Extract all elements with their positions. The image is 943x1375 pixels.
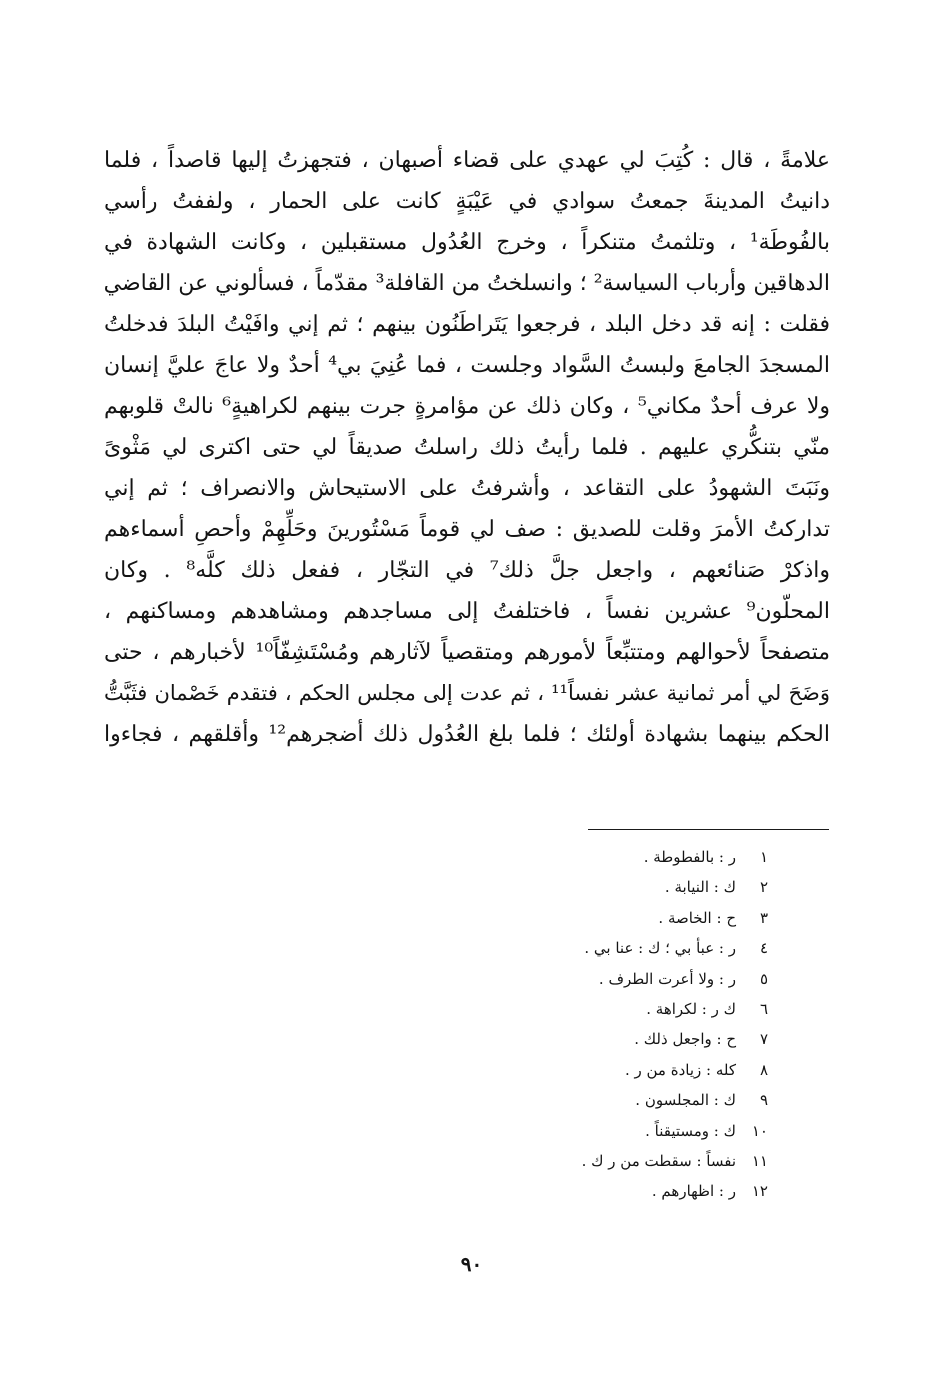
footnote xyxy=(348,1116,768,1146)
footnote xyxy=(348,903,768,933)
footnote-text: ك : النيابة . xyxy=(664,878,736,897)
footnote xyxy=(348,1176,768,1206)
main-text xyxy=(104,140,830,755)
footnote-text: ر : عبأ بي ؛ ك : عنا بي . xyxy=(584,939,736,958)
footnote-number: ١٢ xyxy=(751,1182,768,1201)
footnote xyxy=(348,933,768,963)
footnote-number: ٩ xyxy=(759,1091,768,1110)
text-line: منّي بتنكُّري عليهم . فلما رأيتُ ذلك راسلتُ صديقاً لي حتى اكترى لي مَثْوىً xyxy=(104,435,830,460)
text-line: المسجدَ الجامعَ ولبستُ السَّواد وجلست ، فما عُنِيَ بي⁴ أحدٌ ولا عاجَ عليَّ إنسان xyxy=(104,353,830,378)
text-line: تداركتُ الأمرَ وقلت للصديق : صف لي قوماً مَسْتُورينَ وحَلِّهِمْ وأحصِ أسماءهم xyxy=(104,517,830,542)
text-line: واذكرْ صَنائعهم ، واجعل جلَّ ذلك⁷ في التجّار ، ففعل ذلك كلَّه⁸ . وكان xyxy=(104,558,830,583)
footnote-number: ٣ xyxy=(759,908,768,927)
footnote xyxy=(348,842,768,872)
text-line: وَضَحَ لي أمر ثمانية عشر نفساً¹¹ ، ثم عدت إلى مجلس الحكم ، فتقدم خَصْمان فثَبَّتُّ xyxy=(104,681,830,705)
text-line: ولا عرف أحدٌ مكاني⁵ ، وكان ذلك عن مؤامرةٍ جرت بينهم لكراهيةٍ⁶ نالتْ قلوبهم xyxy=(104,394,830,419)
footnote-separator xyxy=(588,829,829,830)
text-line: الحكم بينهما بشهادة أولئك ؛ فلما بلغ العُدُول ذلك أضجرهم¹² وأقلقهم ، فجاءوا xyxy=(104,722,830,747)
footnote-text: ح : واجعل ذلك . xyxy=(634,1030,736,1049)
footnote xyxy=(348,994,768,1024)
footnote-text: ر : اظهارهم . xyxy=(651,1182,736,1201)
footnote-text: ك : المجلسون . xyxy=(635,1091,736,1110)
footnote xyxy=(348,1055,768,1085)
footnote xyxy=(348,964,768,994)
footnote xyxy=(348,1146,768,1176)
footnote-text: نفساً : سقطت من ر ك . xyxy=(581,1151,736,1170)
footnote-number: ١ xyxy=(759,848,768,866)
footnote-text: كله : زيادة من ر . xyxy=(624,1060,736,1079)
text-line: متصفحاً لأحوالهم ومتتبِّعاً لأمورهم ومتقصياً لآثارهم ومُسْتَشِفّاً¹⁰ لأخبارهم ، حتى xyxy=(104,640,831,665)
text-line: فقلت : إنه قد دخل البلد ، فرجعوا يَتَراطَنُون بينهم ؛ ثم إني وافَيْتُ البلدَ فدخلتُ xyxy=(104,312,830,337)
footnote-text: ك ر : لكراهة . xyxy=(646,999,736,1018)
footnote-number: ٤ xyxy=(759,939,768,958)
footnote-number: ٥ xyxy=(759,969,768,988)
footnote xyxy=(348,872,768,902)
text-line: بالفُوطَة¹ ، وتلثمتُ متنكراً ، وخرج العُدُول مستقبلين ، وكانت الشهادة في xyxy=(104,230,830,255)
footnote-number: ٨ xyxy=(759,1060,768,1079)
footnote-number: ٧ xyxy=(759,1030,768,1049)
text-line: دانيتُ المدينةَ جمعتُ سوادي في عَيْبَةٍ كانت على الحمار ، ولففتُ رأسي xyxy=(104,189,830,214)
footnote-text: ر : بالفطوطة . xyxy=(643,848,736,866)
footnote-number: ٦ xyxy=(759,999,768,1018)
text-line: ونَبَتَ الشهودُ على التقاعد ، وأشرفتُ على الاستيحاش والانصراف ؛ ثم إني xyxy=(104,476,830,501)
footnotes xyxy=(348,842,768,1207)
footnote-text: ر : ولا أعرت الطرف . xyxy=(598,969,736,988)
footnote xyxy=(348,1085,768,1115)
footnote xyxy=(348,1024,768,1054)
footnote-number: ١٠ xyxy=(751,1121,768,1140)
footnote-text: ح : الخاصة . xyxy=(658,908,736,927)
footnote-text: ك : ومستيقناً . xyxy=(645,1121,736,1140)
text-line: علامةً ، قال : كُتِبَ لي عهدي على قضاء أصبهان ، فتجهزتُ إليها قاصداً ، فلما xyxy=(104,148,830,173)
footnote-number: ١١ xyxy=(751,1151,768,1170)
text-line: الدهاقين وأرباب السياسة² ؛ وانسلختُ من القافلة³ مقدّماً ، فسألوني عن القاضي xyxy=(103,271,830,296)
text-line: المحلّون⁹ عشرين نفساً ، فاختلفتُ إلى مساجدهم ومشاهدهم ومساكنهم ، xyxy=(104,599,830,624)
footnote-number: ٢ xyxy=(759,878,768,897)
page-number: ٩٠ xyxy=(460,1252,483,1276)
